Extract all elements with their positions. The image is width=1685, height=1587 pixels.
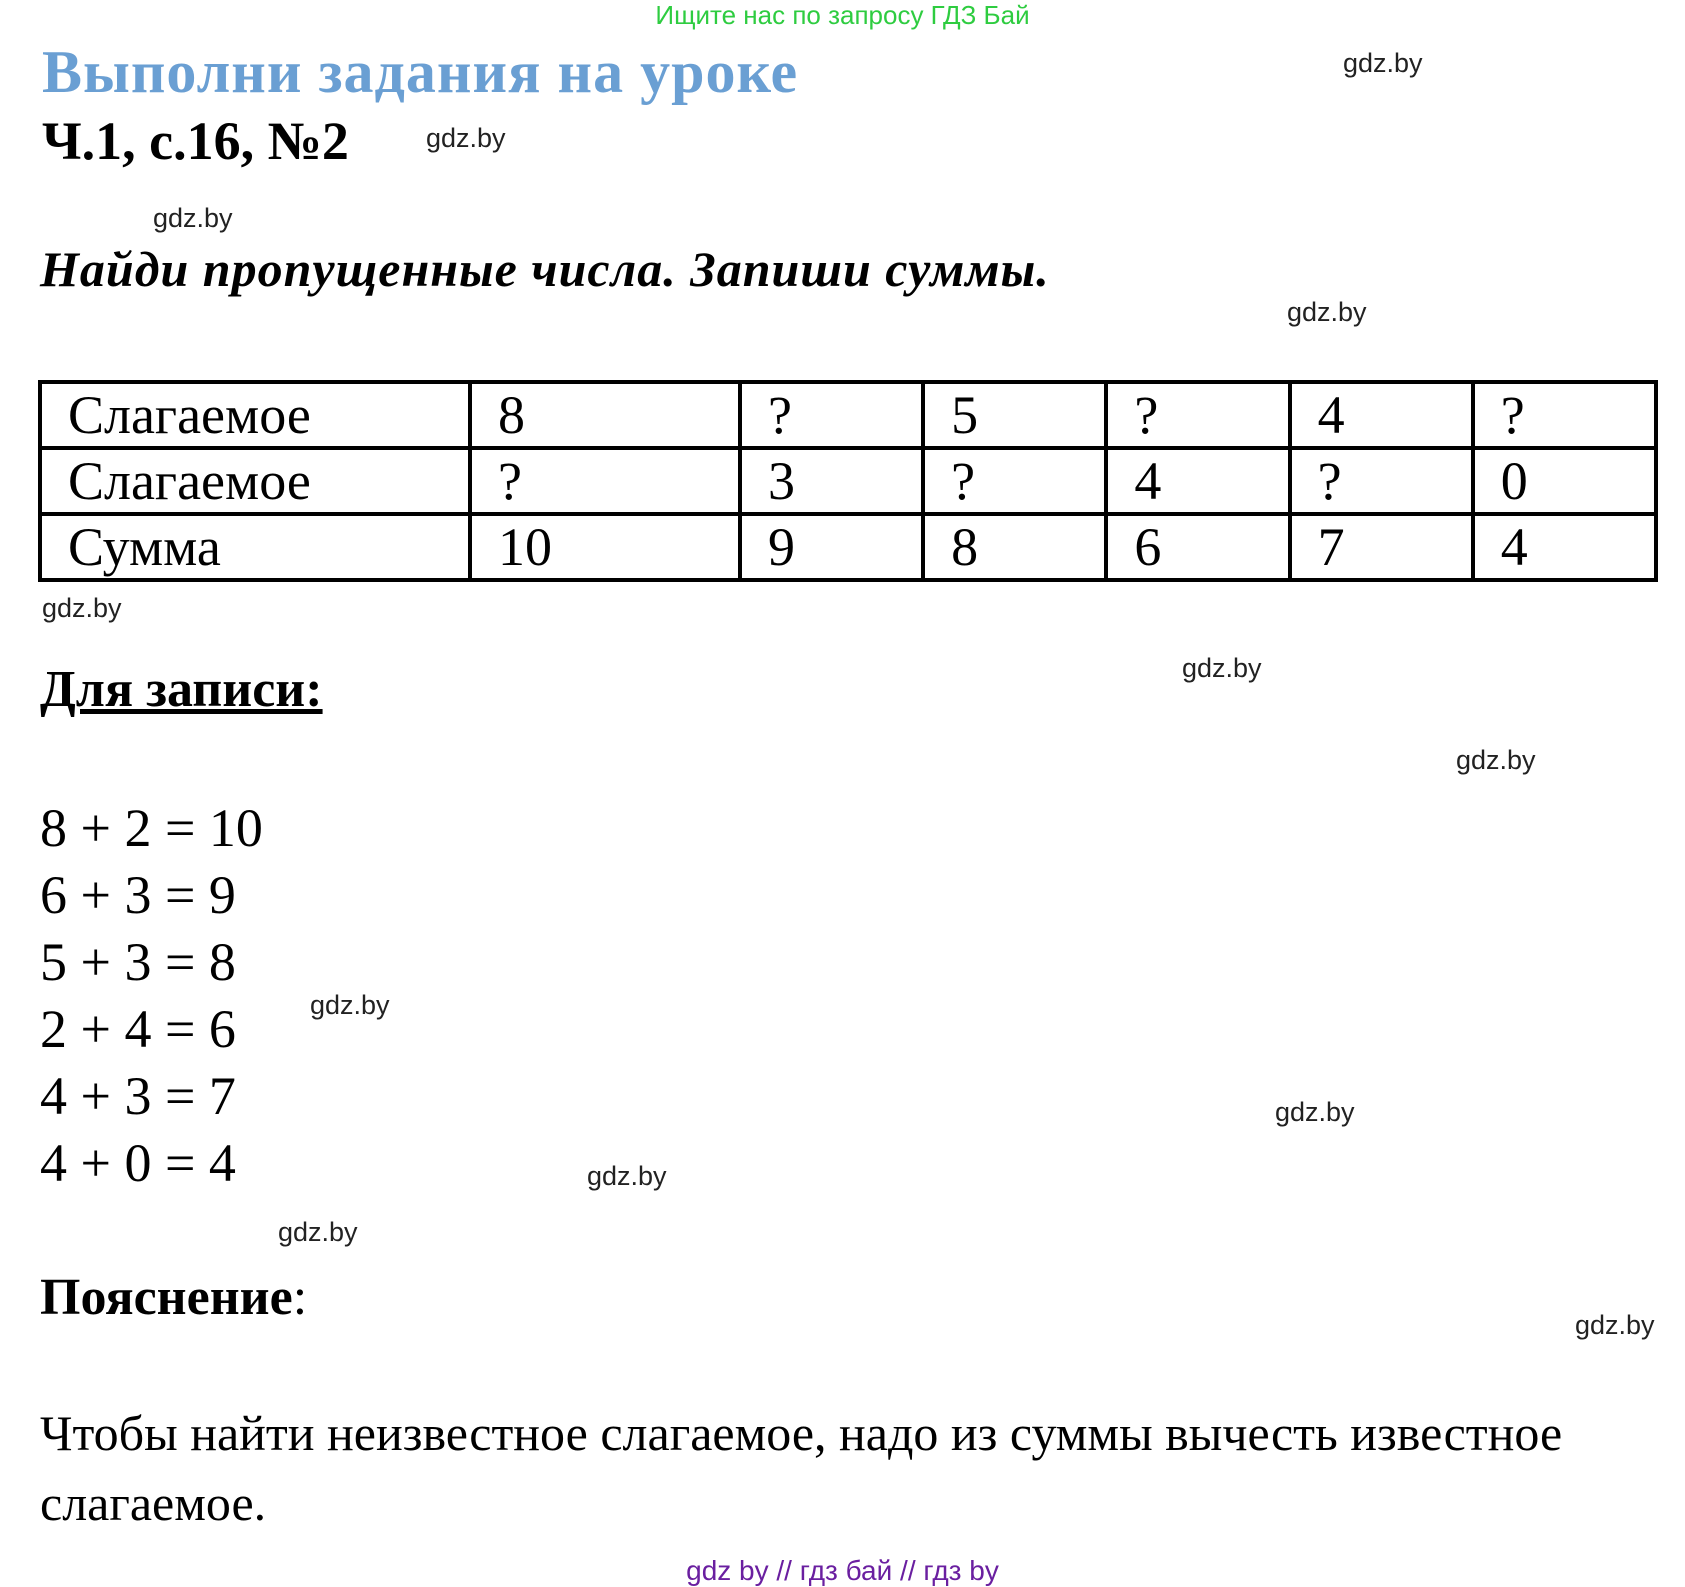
watermark: gdz.by (1343, 48, 1423, 78)
watermark: gdz.by (1456, 745, 1536, 775)
table-cell: ? (470, 448, 740, 514)
equations-list (40, 795, 263, 1197)
table-cell: 4 (1106, 448, 1289, 514)
explanation-text: Чтобы найти неизвестное слагаемое, надо из суммы вычесть известное слагаемое. (40, 1405, 1563, 1531)
table-cell: ? (740, 382, 923, 448)
equation: 4 + 0 = 4 (40, 1133, 236, 1193)
promo-banner[interactable]: Ищите нас по запросу ГДЗ Бай (655, 0, 1030, 30)
row-label: Слагаемое (40, 448, 470, 514)
row-label: Сумма (40, 514, 470, 580)
table-row (40, 382, 1656, 448)
watermark: gdz.by (1287, 297, 1367, 327)
watermark: gdz.by (42, 593, 122, 623)
watermark: gdz.by (426, 123, 506, 153)
explanation-colon: : (292, 1269, 308, 1326)
table-cell: 4 (1290, 382, 1473, 448)
explanation-title-text: Пояснение (40, 1269, 293, 1326)
table-cell: ? (1290, 448, 1473, 514)
table-cell: 7 (1290, 514, 1473, 580)
table-row (40, 514, 1656, 580)
record-title: Для записи: (40, 661, 323, 718)
table-cell: 8 (923, 514, 1106, 580)
watermark: gdz.by (278, 1217, 358, 1247)
watermark: gdz.by (310, 990, 390, 1020)
watermark: gdz.by (1275, 1097, 1355, 1127)
equation: 5 + 3 = 8 (40, 932, 236, 992)
table-cell: 0 (1473, 448, 1656, 514)
watermark: gdz.by (1575, 1310, 1655, 1340)
table-cell: 9 (740, 514, 923, 580)
table-cell: 4 (1473, 514, 1656, 580)
watermark: gdz.by (587, 1161, 667, 1191)
table-cell: 10 (470, 514, 740, 580)
equation: 8 + 2 = 10 (40, 798, 263, 858)
task-statement: Найди пропущенные числа. Запиши суммы. (40, 241, 1050, 297)
equation: 6 + 3 = 9 (40, 865, 236, 925)
watermark: gdz.by (1182, 653, 1262, 683)
table-cell: 5 (923, 382, 1106, 448)
table-cell: 8 (470, 382, 740, 448)
table-row (40, 448, 1656, 514)
table-cell: ? (1473, 382, 1656, 448)
addends-table (38, 380, 1658, 582)
table-cell: ? (1106, 382, 1289, 448)
equation: 4 + 3 = 7 (40, 1066, 236, 1126)
lesson-heading: Выполни задания на уроке (42, 39, 799, 105)
table-cell: ? (923, 448, 1106, 514)
watermark: gdz.by (153, 203, 233, 233)
footer-links[interactable]: gdz by // гдз бай // гдз by (686, 1555, 999, 1586)
explanation-title (40, 1268, 307, 1327)
exercise-reference: Ч.1, с.16, №2 (42, 111, 349, 171)
table-cell: 6 (1106, 514, 1289, 580)
equation: 2 + 4 = 6 (40, 999, 236, 1059)
row-label: Слагаемое (40, 382, 470, 448)
table-cell: 3 (740, 448, 923, 514)
